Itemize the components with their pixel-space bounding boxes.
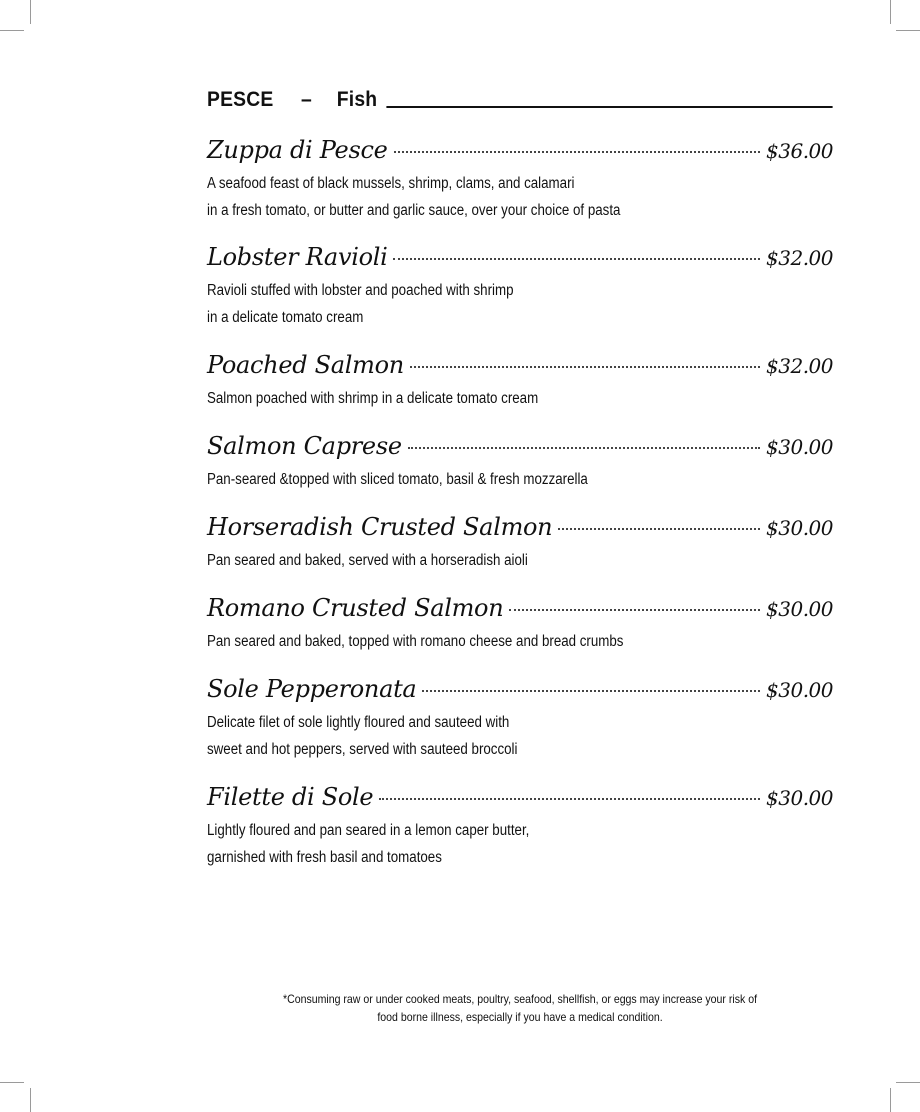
section-title-italian: PESCE [207, 88, 274, 111]
dot-leader [394, 151, 761, 153]
item-name: Salmon Caprese [207, 432, 402, 460]
menu-item [207, 594, 833, 655]
crop-mark [0, 30, 24, 31]
item-description-line: Pan seared and baked, served with a horseradish aioli [207, 552, 528, 569]
item-price: $30.00 [766, 786, 833, 810]
item-price: $32.00 [766, 246, 833, 270]
item-description-line: Pan seared and baked, topped with romano cheese and bread crumbs [207, 633, 624, 650]
heading-rule [386, 106, 832, 108]
health-disclaimer [256, 990, 784, 1026]
menu-page [207, 84, 833, 866]
item-name: Sole Pepperonata [207, 675, 417, 703]
menu-item [207, 243, 833, 331]
item-name: Zuppa di Pesce [207, 136, 388, 164]
menu-item [207, 513, 833, 574]
menu-item [207, 351, 833, 412]
item-price: $32.00 [766, 354, 833, 378]
item-price: $36.00 [766, 139, 833, 163]
dot-leader [558, 528, 760, 530]
item-name: Filette di Sole [207, 783, 374, 811]
item-description-line: garnished with fresh basil and tomatoes [207, 849, 442, 866]
dot-leader [408, 447, 760, 449]
menu-item [207, 675, 833, 763]
disclaimer-line: *Consuming raw or under cooked meats, poultry, seafood, shellfish, or eggs may increase your risk of [282, 992, 758, 1006]
section-heading [207, 84, 833, 112]
item-description-line: Lightly floured and pan seared in a lemon caper butter, [207, 822, 530, 839]
item-price: $30.00 [766, 678, 833, 702]
item-name: Romano Crusted Salmon [207, 594, 504, 622]
menu-item [207, 432, 833, 493]
item-description-line: sweet and hot peppers, served with sauteed broccoli [207, 741, 518, 758]
crop-mark [896, 1082, 920, 1083]
crop-mark [890, 1088, 891, 1112]
item-name: Horseradish Crusted Salmon [207, 513, 553, 541]
item-description-line: Pan-seared &topped with sliced tomato, basil & fresh mozzarella [207, 471, 588, 488]
dot-leader [422, 690, 760, 692]
menu-item [207, 783, 833, 871]
crop-mark [0, 1082, 24, 1083]
item-price: $30.00 [766, 516, 833, 540]
item-description-line: in a delicate tomato cream [207, 309, 364, 326]
item-description-line: in a fresh tomato, or butter and garlic sauce, over your choice of pasta [207, 202, 621, 219]
dot-leader [509, 609, 760, 611]
item-price: $30.00 [766, 597, 833, 621]
crop-mark [30, 1088, 31, 1112]
section-title-english: Fish [336, 88, 378, 111]
item-description-line: Salmon poached with shrimp in a delicate tomato cream [207, 390, 539, 407]
item-name: Lobster Ravioli [207, 243, 388, 271]
item-description-line: Ravioli stuffed with lobster and poached with shrimp [207, 282, 514, 299]
dot-leader [379, 798, 760, 800]
disclaimer-line: food borne illness, especially if you have a medical condition. [377, 1010, 663, 1024]
dot-leader [393, 258, 760, 260]
item-description-line: Delicate filet of sole lightly floured and sauteed with [207, 714, 510, 731]
item-price: $30.00 [766, 435, 833, 459]
crop-mark [30, 0, 31, 24]
section-title-dash: – [301, 88, 312, 111]
dot-leader [410, 366, 760, 368]
item-name: Poached Salmon [207, 351, 404, 379]
crop-mark [896, 30, 920, 31]
crop-mark [890, 0, 891, 24]
menu-item [207, 136, 833, 224]
item-description-line: A seafood feast of black mussels, shrimp, clams, and calamari [207, 175, 575, 192]
